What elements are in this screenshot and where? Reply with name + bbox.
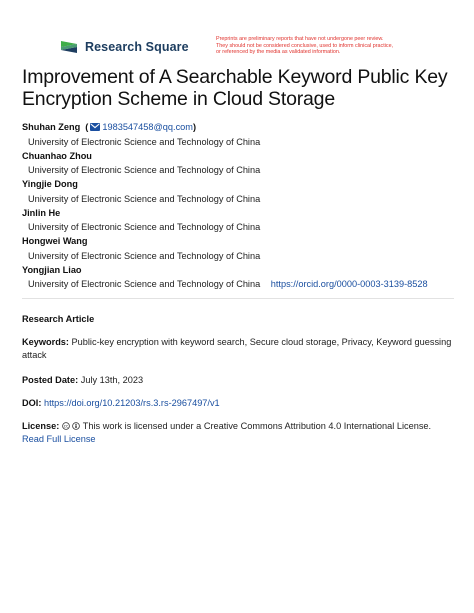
section-divider: [22, 298, 454, 299]
article-type: [22, 313, 452, 326]
title-line: Encryption Scheme in Cloud Storage: [22, 88, 335, 110]
research-square-logo[interactable]: [58, 38, 189, 56]
license: [22, 420, 452, 446]
author-name: Yingjie Dong: [22, 179, 78, 189]
article-type-text: Research Article: [22, 314, 95, 324]
posted-date-value: July 13th, 2023: [80, 375, 144, 385]
author-affiliation: University of Electronic Science and Technology of China: [28, 136, 261, 147]
author-list: [22, 121, 462, 292]
affiliation-text: University of Electronic Science and Technology of China: [28, 279, 261, 289]
author-name-text: Shuhan Zeng: [22, 122, 81, 132]
author-name: [22, 121, 462, 136]
email-link[interactable]: 1983547458@qq.com: [102, 122, 193, 132]
title-line: Improvement of A Searchable Keyword Public Key: [22, 66, 448, 88]
author-affiliation: University of Electronic Science and Technology of China: [28, 250, 261, 261]
posted-date-label: Posted Date:: [22, 375, 79, 385]
notice-line: or referenced by the media as validated information.: [216, 49, 341, 56]
doi-link[interactable]: https://doi.org/10.21203/rs.3.rs-2967497/v1: [43, 398, 220, 408]
author-name: Jinlin He: [22, 207, 61, 218]
license-text: This work is licensed under a Creative Commons Attribution 4.0 International License.: [82, 421, 432, 431]
author-name: Hongwei Wang: [22, 236, 88, 246]
author-affiliation: University of Electronic Science and Technology of China: [28, 165, 261, 175]
author-affiliation: University of Electronic Science and Technology of China: [28, 193, 261, 204]
orcid-link[interactable]: https://orcid.org/0000-0003-3139-8528: [270, 279, 428, 289]
notice-line: Preprints are preliminary reports that have not undergone peer review.: [216, 36, 384, 42]
logo-text: Research Square: [85, 40, 189, 54]
read-full-license-link[interactable]: Read Full License: [22, 433, 96, 444]
author-name: Chuanhao Zhou: [22, 150, 92, 161]
license-label: License:: [22, 421, 60, 431]
notice-line: They should not be considered conclusive, used to inform clinical practice,: [216, 42, 394, 49]
attribution-icon: [72, 422, 80, 430]
posted-date: [22, 374, 452, 387]
preprint-notice: [216, 36, 466, 56]
creative-commons-icon: [62, 422, 70, 430]
svg-text:cc: cc: [63, 423, 69, 429]
keywords-value: Public-key encryption with keyword search, Secure cloud storage, Privacy, Keyword guessing attack: [22, 337, 452, 360]
author-affiliation: [22, 278, 462, 292]
doi-label: DOI:: [22, 398, 42, 408]
doi: [22, 397, 452, 410]
author-email: ( 1983547458@qq.com): [82, 122, 196, 132]
paper-title: [22, 66, 462, 110]
author-name: Yongjian Liao: [22, 264, 82, 275]
envelope-icon: [90, 123, 100, 131]
keywords: [22, 336, 452, 362]
keywords-label: Keywords:: [22, 337, 69, 347]
page-header: [0, 0, 474, 62]
research-square-logo-icon: [58, 38, 80, 56]
author-affiliation: University of Electronic Science and Technology of China: [28, 222, 261, 232]
